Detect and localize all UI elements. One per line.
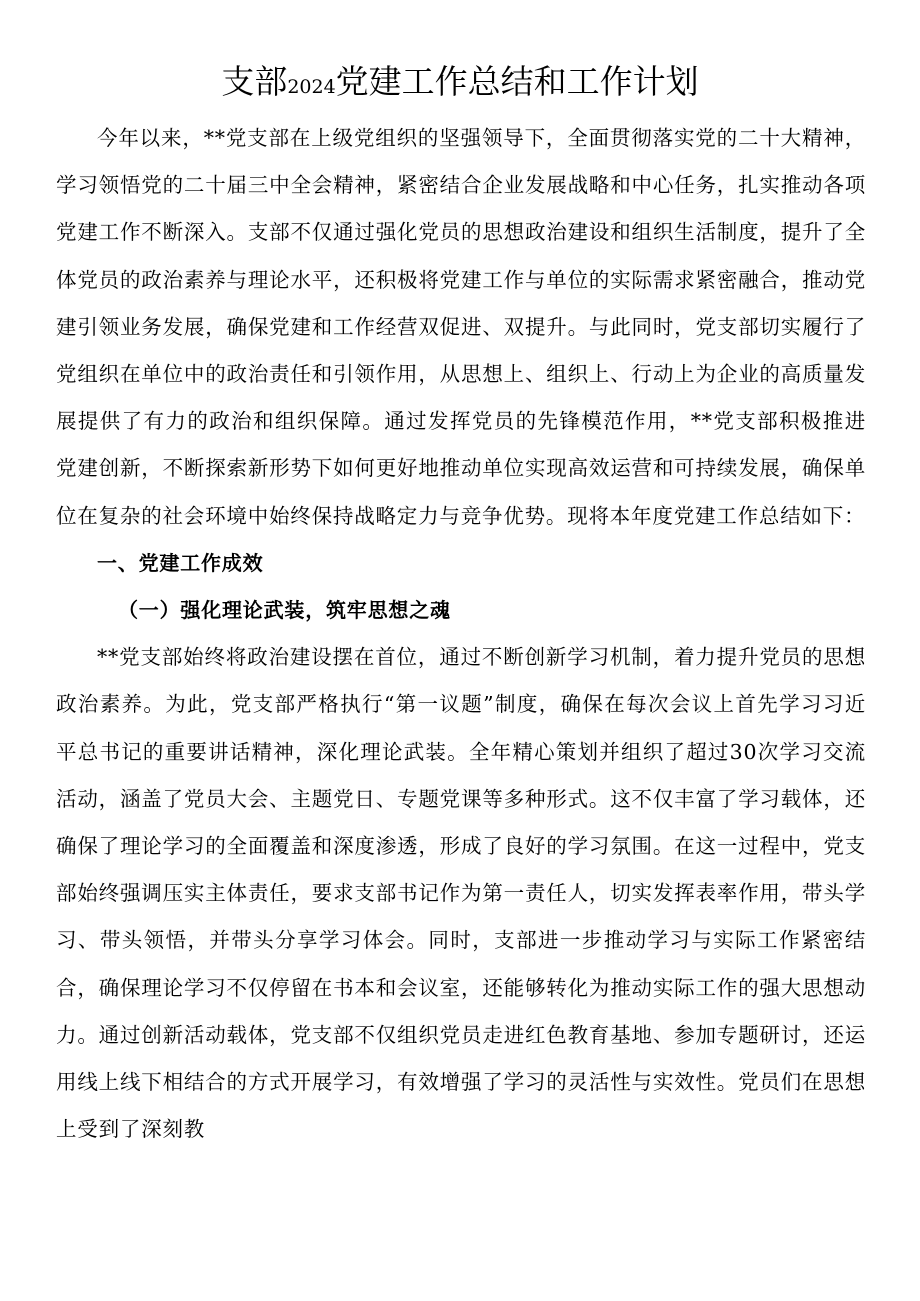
intro-paragraph: 今年以来，**党支部在上级党组织的坚强领导下，全面贯彻落实党的二十大精神，学习领悟党的二十届三中全会精神，紧密结合企业发展战略和中心任务，扎实推动各项党建工作不断深入。支部不仅通过强化党员的思想政治建设和组织生活制度，提升了全体党员的政治素养与理论水平，还积极将党建工作与单位的实际需求紧密融合，推动党建引领业务发展，确保党建和工作经营双促进、双提升。与此同时，党支部切实履行了党组织在单位中的政治责任和引领作用，从思想上、组织上、行动上为企业的高质量发展提供了有力的政治和组织保障。通过发挥党员的先锋模范作用，**党支部积极推进党建创新，不断探索新形势下如何更好地推动单位实现高效运营和可持续发展，确保单位在复杂的社会环境中始终保持战略定力与竞争优势。现将本年度党建工作总结如下： [56,126,866,528]
title-prefix: 支部 [221,62,288,101]
subsection-heading-theory: （一）强化理论武装，筑牢思想之魂 [118,598,451,623]
section-heading-achievements: 一、党建工作成效 [97,550,264,575]
title-year: 2024 [287,76,336,98]
title-suffix: 党建工作总结和工作计划 [335,62,699,101]
document-title [0,58,920,111]
document-body [56,115,866,1153]
subsection-paragraph-theory: **党支部始终将政治建设摆在首位，通过不断创新学习机制，着力提升党员的思想政治素养。为此，党支部严格执行“第一议题”制度，确保在每次会议上首先学习习近平总书记的重要讲话精神，深化理论武装。全年精心策划并组织了超过30次学习交流活动，涵盖了党员大会、主题党日、专题党课等多种形式。这不仅丰富了学习载体，还确保了理论学习的全面覆盖和深度渗透，形成了良好的学习氛围。在这一过程中，党支部始终强调压实主体责任，要求支部书记作为第一责任人，切实发挥表率作用，带头学习、带头领悟，并带头分享学习体会。同时，支部进一步推动学习与实际工作紧密结合，确保理论学习不仅停留在书本和会议室，还能够转化为推动实际工作的强大思想动力。通过创新活动载体，党支部不仅组织党员走进红色教育基地、参加专题研讨，还运用线上线下相结合的方式开展学习，有效增强了学习的灵活性与实效性。党员们在思想上受到了深刻教 [56,645,866,1142]
